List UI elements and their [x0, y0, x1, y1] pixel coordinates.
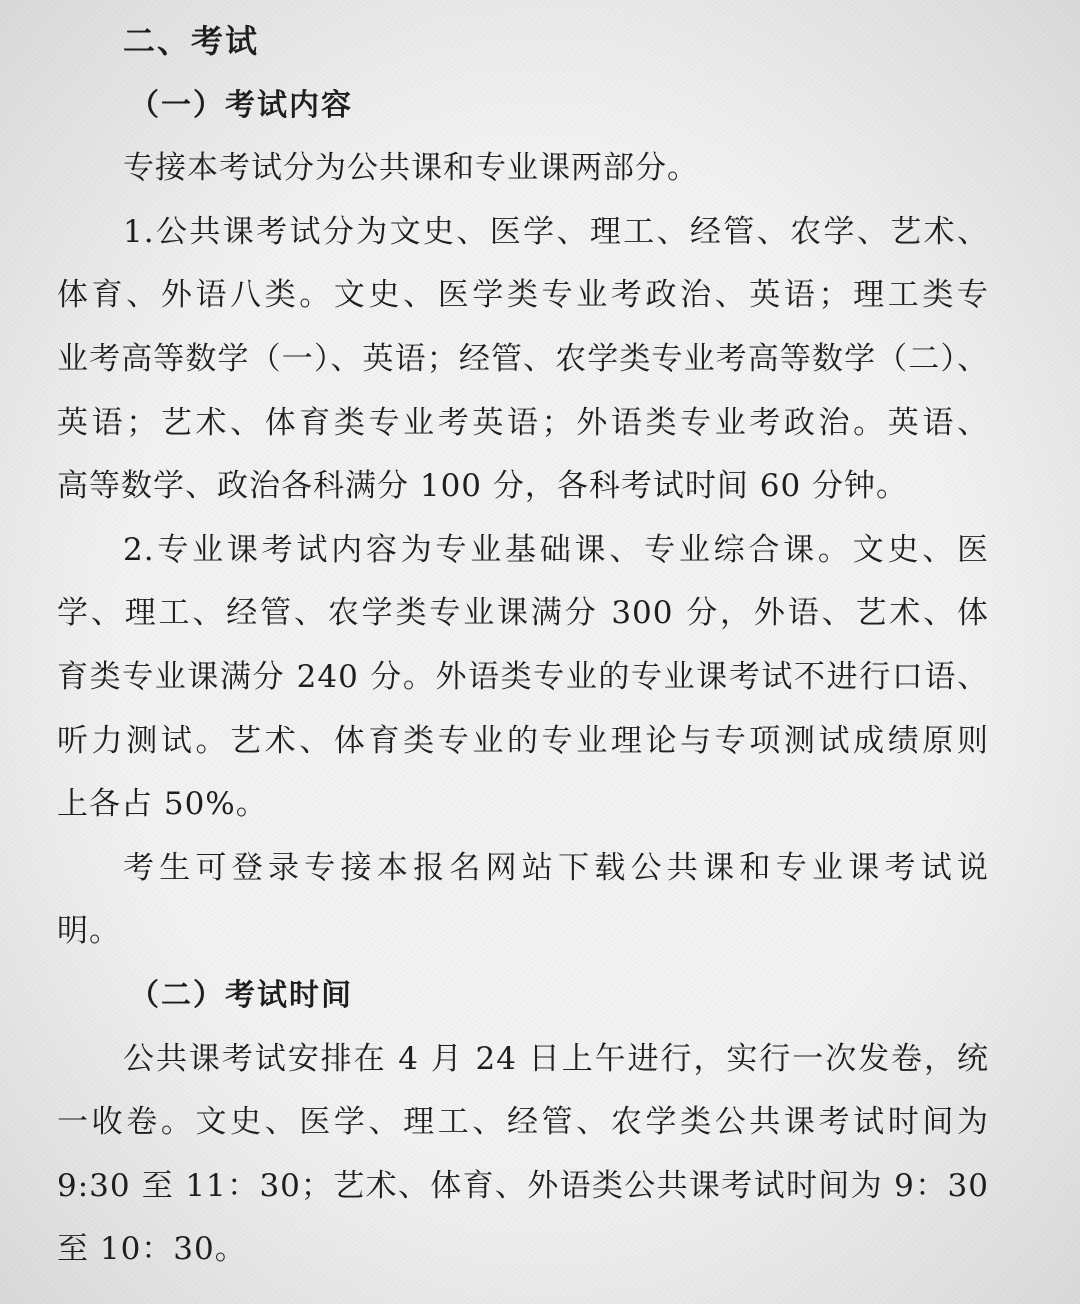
paragraph-line: 一收卷。文史、医学、理工、经管、农学类公共课考试时间为 [57, 1104, 989, 1141]
paragraph-exam-schedule [57, 1028, 989, 1282]
paragraph-line: 育类专业课满分 240 分。外语类专业的专业课考试不进行口语、 [57, 658, 989, 695]
paragraph-line: 专接本考试分为公共课和专业课两部分。 [123, 150, 699, 187]
paragraph-line: 9:30 至 11：30；艺术、体育、外语类公共课考试时间为 9：30 [57, 1167, 989, 1204]
subsection-title-exam-content: （一）考试内容 [129, 87, 353, 123]
document-content [57, 10, 989, 1282]
paragraph-line: 业考高等数学（一）、英语；经管、农学类专业考高等数学（二）、 [57, 340, 989, 377]
paragraph-line: 学、理工、经管、农学类专业课满分 300 分，外语、艺术、体 [57, 595, 989, 632]
paragraph-public-courses [57, 201, 989, 519]
paragraph-line: 明。 [57, 913, 121, 950]
paragraph-line: 听力测试。艺术、体育类专业的专业理论与专项测试成绩原则 [57, 722, 989, 759]
paragraph-line: 体育、外语八类。文史、医学类专业考政治、英语；理工类专 [57, 277, 989, 314]
paragraph-line: 2.专业课考试内容为专业基础课、专业综合课。文史、医 [123, 531, 989, 568]
paragraph-professional-courses [57, 519, 989, 837]
paragraph-line: 1.公共课考试分为文史、医学、理工、经管、农学、艺术、 [123, 213, 989, 250]
subsection-title-exam-time: （二）考试时间 [129, 977, 353, 1013]
paragraph-line: 高等数学、政治各科满分 100 分，各科考试时间 60 分钟。 [57, 468, 909, 505]
paragraph-download-notice [57, 837, 989, 964]
section-title: 二、考试 [123, 22, 260, 60]
paragraph-line: 公共课考试安排在 4 月 24 日上午进行，实行一次发卷，统 [123, 1040, 989, 1077]
paragraph-line: 至 10：30。 [57, 1231, 247, 1268]
paragraph-line: 上各占 50%。 [57, 786, 268, 823]
paragraph-exam-parts [57, 137, 989, 201]
paragraph-line: 英语；艺术、体育类专业考英语；外语类专业考政治。英语、 [57, 404, 989, 441]
paragraph-line: 考生可登录专接本报名网站下载公共课和专业课考试说 [123, 849, 989, 886]
